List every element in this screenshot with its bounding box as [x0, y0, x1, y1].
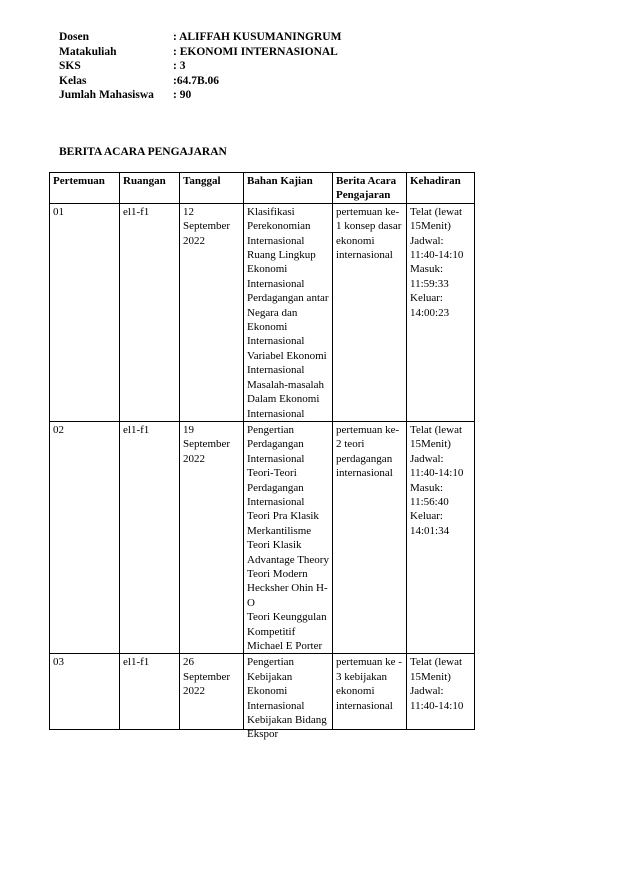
info-value: : 3 [173, 60, 186, 72]
bahan-item: Pengertian Perdagangan Internasional [247, 423, 305, 465]
cell-bahan-kajian [244, 421, 333, 654]
info-value: : ALIFFAH KUSUMANINGRUM [173, 31, 342, 43]
kehadiran-status: Telat (lewat 15Menit) [410, 205, 463, 233]
cell-ruangan: el1-f1 [120, 654, 180, 730]
info-label: SKS [59, 60, 81, 72]
cell-kehadiran [407, 654, 475, 730]
header-pertemuan: Pertemuan [50, 173, 120, 204]
kehadiran-masuk: Masuk: 11:59:33 [410, 263, 449, 290]
cell-clip [247, 655, 329, 741]
header-ruangan: Ruangan [120, 173, 180, 204]
cell-tanggal: 26 September 2022 [180, 654, 244, 730]
berita-acara-table [49, 172, 475, 741]
cell-bahan-kajian [244, 203, 333, 421]
table-row [50, 421, 475, 654]
bahan-item: Teori Klasik Advantage Theory [247, 539, 329, 566]
cell-pertemuan: 02 [50, 421, 120, 654]
table-header-row [50, 173, 475, 204]
info-row-jumlah-mahasiswa [59, 88, 341, 103]
header-berita-acara: Berita Acara Pengajaran [333, 173, 407, 204]
table-row [50, 203, 475, 421]
header-kehadiran: Kehadiran [407, 173, 475, 204]
bahan-item: Teori-Teori Perdagangan Internasional [247, 467, 305, 508]
cell-tanggal: 19 September 2022 [180, 421, 244, 654]
cell-ruangan: el1-f1 [120, 203, 180, 421]
kehadiran-keluar: Keluar: 14:00:23 [410, 292, 450, 319]
kehadiran-status: Telat (lewat 15Menit) [410, 656, 463, 683]
info-label: Kelas [59, 74, 87, 87]
kehadiran-jadwal: Jadwal: 11:40-14:10 [410, 452, 464, 480]
cell-kehadiran [407, 203, 475, 421]
bahan-item: Klasifikasi Perekonomian Internasional [247, 205, 311, 247]
bahan-item: Ruang Lingkup Ekonomi Internasional [247, 249, 316, 290]
info-row-sks [59, 59, 341, 74]
bahan-item: Masalah-masalah Dalam Ekonomi Internasional [247, 378, 324, 420]
kehadiran-masuk: Masuk: 11:56:40 [410, 481, 449, 508]
cell-tanggal: 12 September 2022 [180, 203, 244, 421]
bahan-item: Teori Modern Hecksher Ohin H-O [247, 567, 328, 609]
kehadiran-keluar: Keluar: 14:01:34 [410, 510, 450, 537]
info-label: Dosen [59, 31, 90, 43]
bahan-item: Teori Pra Klasik Merkantilisme [247, 510, 319, 537]
info-value: :64.7B.06 [173, 74, 219, 87]
info-row-dosen [59, 30, 341, 45]
bahan-item: Kebijakan Bidang Ekspor [247, 714, 327, 741]
cell-ruangan: el1-f1 [120, 421, 180, 654]
bahan-item: Variabel Ekonomi Internasional [247, 349, 327, 377]
cell-berita-acara: pertemuan ke-2 teori perdagangan internasional [333, 421, 407, 654]
info-row-matakuliah [59, 45, 341, 60]
kehadiran-jadwal: Jadwal: 11:40-14:10 [410, 234, 464, 262]
info-label: Jumlah Mahasiswa [59, 89, 154, 101]
kehadiran-status: Telat (lewat 15Menit) [410, 423, 463, 451]
cell-berita-acara: pertemuan ke-1 konsep dasar ekonomi internasional [333, 203, 407, 421]
header-tanggal: Tanggal [180, 173, 244, 204]
info-value: : EKONOMI INTERNASIONAL [173, 45, 338, 58]
cell-berita-acara: pertemuan ke - 3 kebijakan ekonomi internasional [333, 654, 407, 730]
section-title: BERITA ACARA PENGAJARAN [59, 146, 227, 158]
kehadiran-jadwal: Jadwal: 11:40-14:10 [410, 685, 464, 712]
info-value: : 90 [173, 89, 192, 101]
info-label: Matakuliah [59, 45, 117, 58]
bahan-item: Perdagangan antar Negara dan Ekonomi Internasional [247, 292, 329, 348]
cell-pertemuan: 01 [50, 203, 120, 421]
cell-kehadiran [407, 421, 475, 654]
table-row [50, 654, 475, 730]
bahan-item: Pengertian Kebijakan Ekonomi Internasional [247, 656, 305, 712]
course-info [59, 30, 341, 103]
header-bahan-kajian: Bahan Kajian [244, 173, 333, 204]
info-row-kelas [59, 74, 341, 89]
cell-bahan-kajian [244, 654, 333, 741]
cell-pertemuan: 03 [50, 654, 120, 730]
bahan-item: Teori Keunggulan Kompetitif Michael E Porter [247, 611, 327, 652]
